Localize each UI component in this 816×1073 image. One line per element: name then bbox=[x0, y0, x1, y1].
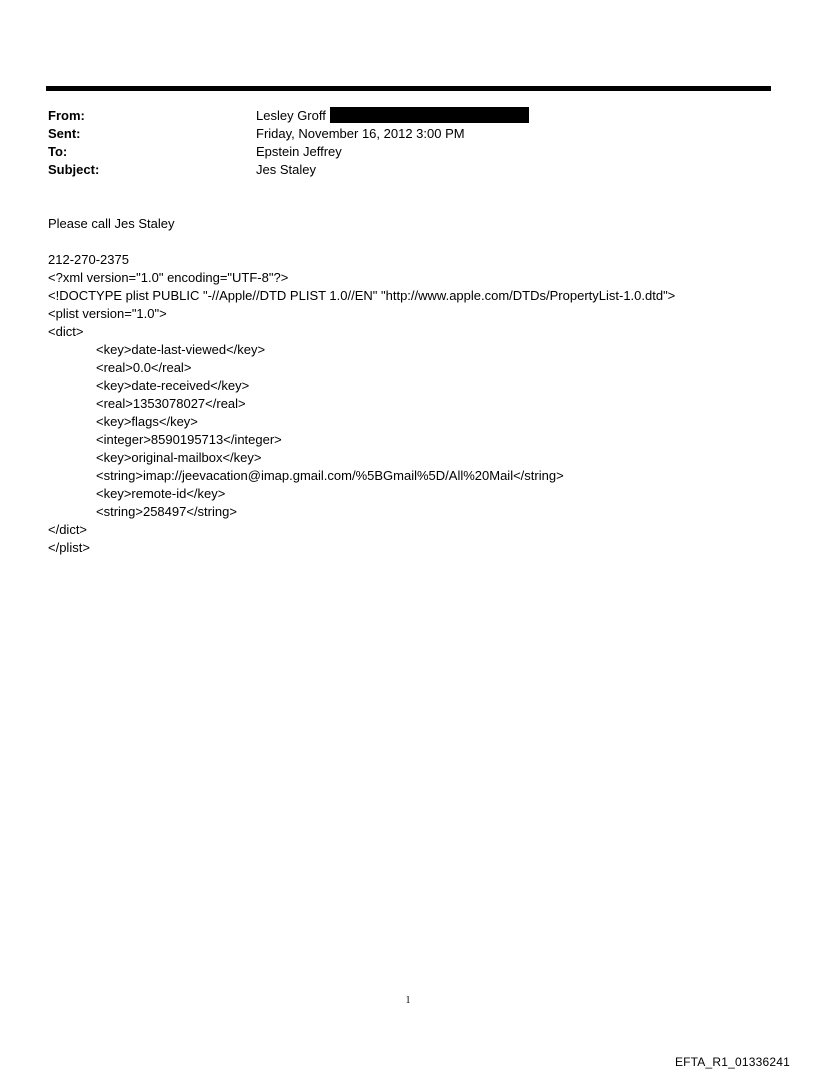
email-header bbox=[48, 107, 748, 179]
from-row bbox=[48, 107, 748, 125]
to-label: To: bbox=[48, 144, 68, 159]
sent-value: Friday, November 16, 2012 3:00 PM bbox=[256, 126, 465, 141]
from-label: From: bbox=[48, 108, 85, 123]
subject-label: Subject: bbox=[48, 162, 100, 177]
dict-line: <key>date-received</key> bbox=[96, 378, 250, 393]
sent-label: Sent: bbox=[48, 126, 81, 141]
header-divider bbox=[46, 86, 771, 91]
phone-number: 212-270-2375 bbox=[48, 252, 129, 267]
subject-value: Jes Staley bbox=[256, 162, 316, 177]
dict-line: <key>date-last-viewed</key> bbox=[96, 342, 266, 357]
dict-open-tag: <dict> bbox=[48, 324, 84, 339]
dict-line: <string>258497</string> bbox=[96, 504, 237, 519]
to-value: Epstein Jeffrey bbox=[256, 144, 342, 159]
email-body bbox=[48, 215, 788, 557]
dict-line: <key>remote-id</key> bbox=[96, 486, 226, 501]
plist-close-tag: </plist> bbox=[48, 540, 90, 555]
redaction-block bbox=[330, 107, 529, 123]
doctype-line: <!DOCTYPE plist PUBLIC "-//Apple//DTD PLIST 1.0//EN" "http://www.apple.com/DTDs/PropertyList-1.0.dtd"> bbox=[48, 288, 676, 303]
dict-line: <real>0.0</real> bbox=[96, 360, 192, 375]
dict-close-tag: </dict> bbox=[48, 522, 88, 537]
dict-line: <key>flags</key> bbox=[96, 414, 198, 429]
from-name: Lesley Groff bbox=[256, 108, 326, 123]
message-text: Please call Jes Staley bbox=[48, 216, 175, 231]
page-number: 1 bbox=[405, 995, 411, 1006]
document-id: EFTA_R1_01336241 bbox=[674, 1055, 790, 1069]
plist-open-tag: <plist version="1.0"> bbox=[48, 306, 167, 321]
sent-row bbox=[48, 125, 748, 143]
from-value bbox=[256, 107, 529, 125]
dict-line: <key>original-mailbox</key> bbox=[96, 450, 262, 465]
dict-line: <integer>8590195713</integer> bbox=[96, 432, 282, 447]
subject-row bbox=[48, 161, 748, 179]
to-row bbox=[48, 143, 748, 161]
xml-declaration: <?xml version="1.0" encoding="UTF-8"?> bbox=[48, 270, 289, 285]
dict-line: <real>1353078027</real> bbox=[96, 396, 246, 411]
dict-line: <string>imap://jeevacation@imap.gmail.com/%5BGmail%5D/All%20Mail</string> bbox=[96, 468, 564, 483]
